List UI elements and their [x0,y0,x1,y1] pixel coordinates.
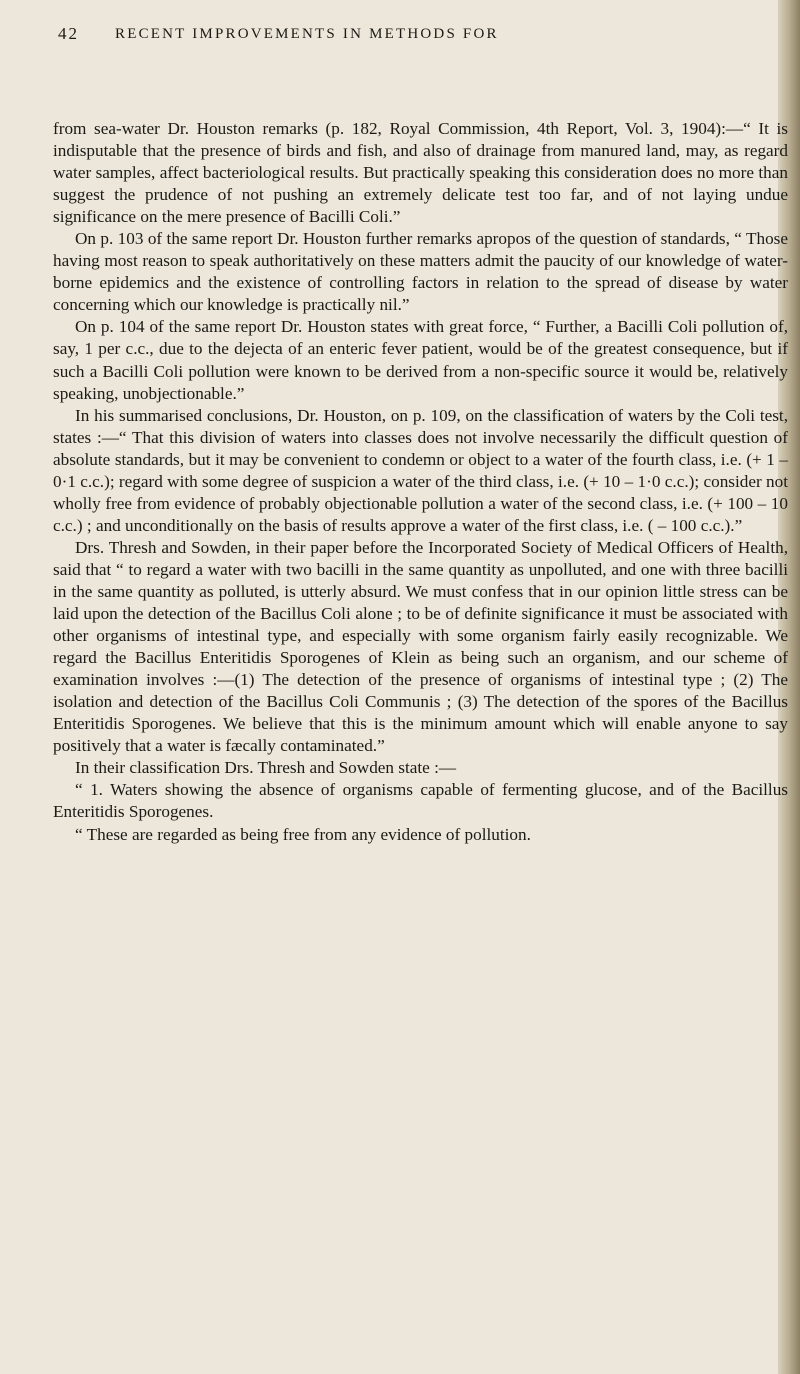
paragraph-2: On p. 103 of the same report Dr. Houston further remarks apropos of the question of standards, “ Those having most reason to speak authoritatively on these matters admit the paucity of our knowledge of water-borne epidemics and the existence of controlling factors in relation to the spread of disease by water concerning which our knowledge is practically nil.” [53,229,788,315]
paragraph-8: “ These are regarded as being free from any evidence of pollution. [75,824,531,844]
running-title: RECENT IMPROVEMENTS IN METHODS FOR [115,26,499,42]
running-header [20,24,780,54]
paragraph-6: In their classification Drs. Thresh and Sowden state :— [75,758,457,778]
paragraph-5: Drs. Thresh and Sowden, in their paper before the Incorporated Society of Medical Officers of Health, said that “ to regard a water with two bacilli in the same quantity as unpolluted, and one with three bacilli in the same quantity as polluted, is utterly absurd. We must confess that in our opinion little stress can be laid upon the detection of the Bacillus Coli alone ; to be of definite significance it must be associated with other organisms of intestinal type, and especially with some organism fairly easily recognizable. We regard the Bacillus Enteritidis Sporogenes of Klein as being such an organism, and our scheme of examination involves :—(1) The detection of the presence of organisms of intestinal type ; (2) The isolation and detection of the Bacillus Coli Communis ; (3) The detection of the spores of the Bacillus Enteritidis Sporogenes. We believe that this is the minimum amount which will enable anyone to say positively that a water is fæcally contaminated.” [53,537,788,756]
paragraph-3: On p. 104 of the same report Dr. Houston states with great force, “ Further, a Bacilli Coli pollution of, say, 1 per c.c., due to the dejecta of an enteric fever patient, would be of the greatest consequence, but if such a Bacilli Coli pollution were known to be derived from a non-specific source it would be, relatively speaking, unobjectionable.” [53,317,788,403]
paragraph-7: “ 1. Waters showing the absence of organisms capable of fermenting glucose, and of the Bacillus Enteritidis Sporogenes. [53,780,788,822]
page-number: 42 [58,24,79,43]
body-text [53,118,788,846]
paragraph-4: In his summarised conclusions, Dr. Houston, on p. 109, on the classification of waters by the Coli test, states :—“ That this division of waters into classes does not involve necessarily the difficult question of absolute standards, but it may be convenient to condemn or object to a water of the fourth class, i.e. (+ 1 – 0·1 c.c.); regard with some degree of suspicion a water of the third class, i.e. (+ 10 – 1·0 c.c.); consider not wholly free from evidence of probably objectionable pollution a water of the second class, i.e. (+ 100 – 10 c.c.) ; and unconditionally on the basis of results approve a water of the first class, i.e. ( – 100 c.c.).” [53,405,788,535]
paragraph-1: from sea-water Dr. Houston remarks (p. 182, Royal Commission, 4th Report, Vol. 3, 1904):—“ It is indisputable that the presence of birds and fish, and also of drainage from manured land, may, as regard water samples, affect bacteriological results. But practically speaking this consideration does no more than suggest the prudence of not pushing an extremely delicate test too far, and of not laying undue significance on the mere presence of Bacilli Coli.” [53,119,788,227]
